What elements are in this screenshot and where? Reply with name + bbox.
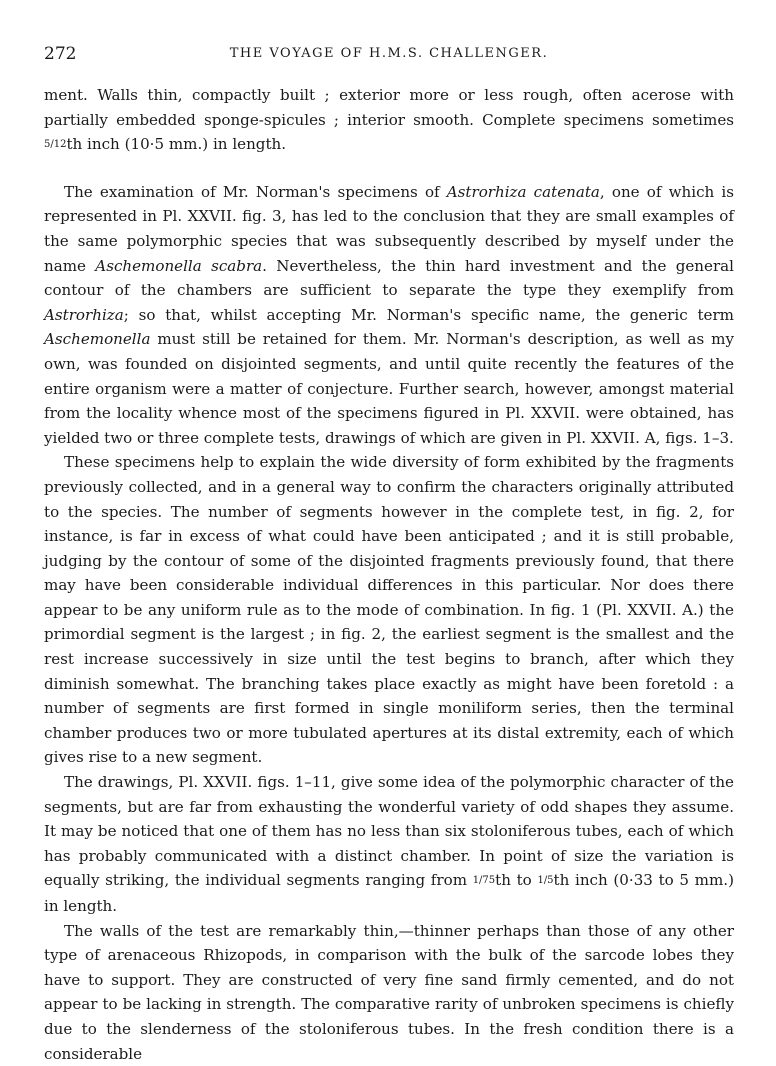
text-run: ment. Walls thin, compactly built ; exterior more or less rough, often acerose with partially embedded sponge-spicules ; interior smooth. Complete specimens sometimes (44, 86, 734, 129)
paragraph (44, 180, 734, 451)
page-header (44, 40, 734, 66)
paragraph (44, 919, 734, 1066)
text-run: ; so that, whilst accepting Mr. Norman's specific name, the generic term (123, 305, 734, 324)
italic-term: Astrorhiza (44, 305, 124, 324)
text-run: th inch (0·33 to 5 mm.) in length. (44, 871, 734, 915)
running-head: THE VOYAGE OF H.M.S. CHALLENGER. (229, 46, 549, 61)
fraction: 5/12 (44, 139, 67, 151)
page (44, 40, 734, 1066)
text-run: th inch (10·5 mm.) in length. (66, 135, 287, 154)
paragraph (44, 770, 734, 919)
italic-term: Aschemonella (44, 330, 151, 349)
text-run: The examination of Mr. Norman's specimens of (64, 182, 447, 201)
text-run: th to (495, 871, 538, 890)
paragraph (44, 83, 734, 158)
text-run: must still be retained for them. Mr. Norman's description, as well as my own, was founded on disjointed segments, and until quite recently the features of the entire organism were a matter of conjecture. Further search, however, amongst material from the locality whence most of the specimens figured in Pl. XXVII. were obtained, has yielded two or three complete tests, drawings of which are given in Pl. XXVII. A, figs. 1–3. (44, 330, 734, 447)
paragraph (44, 450, 734, 770)
text-run: The walls of the test are remarkably thin,—thinner perhaps than those of any other type of arenaceous Rhizopods, in comparison with the bulk of the sarcode lobes they have to support. They are constructed of very fine sand firmly cemented, and do not appear to be lacking in strength. The comparative rarity of unbroken specimens is chiefly due to the slenderness of the stoloniferous tubes. In the fresh condition there is a considerable (44, 921, 734, 1063)
text-run: . Nevertheless, the thin hard investment and the general contour of the chambers are sufficient to separate the type they exemplify from (44, 256, 734, 300)
fraction: 1/5 (537, 875, 554, 887)
fraction: 1/75 (472, 875, 496, 887)
italic-term: Astrorhiza catenata (446, 182, 600, 201)
text-run: These specimens help to explain the wide diversity of form exhibited by the fragments previously collected, and in a general way to confirm the characters originally attributed to the species. The number of segments however in the complete test, in fig. 2, for instance, is far in excess of what could have been anticipated ; and it is still probable, judging by the contour of some of the disjointed fragments previously found, that there may have been considerable individual differences in this particular. Nor does there appear to be any uniform rule as to the mode of combination. In fig. 1 (Pl. XXVII. A.) the primordial segment is the largest ; in fig. 2, the earliest segment is the smallest and the rest increase successively in size until the test begins to branch, after which they diminish somewhat. The branching takes place exactly as might have been foretold : a number of segments are first formed in single moniliform series, then the terminal chamber produces two or more tubulated apertures at its distal extremity, each of which gives rise to a new segment. (44, 453, 734, 767)
italic-term: Aschemonella scabra (95, 256, 263, 275)
text-run: The drawings, Pl. XXVII. figs. 1–11, give some idea of the polymorphic character of the segments, but are far from exhausting the wonderful variety of odd shapes they assume. It may be noticed that one of them has no less than six stoloniferous tubes, each of which has probably communicated with a distinct chamber. In point of size the variation is equally striking, the individual segments ranging from (44, 773, 734, 890)
text-run: , one of which is represented in Pl. XXVII. fig. 3, has led to the conclusion that they are small examples of the same polymorphic species that was subsequently described by myself under the name (44, 182, 734, 275)
page-number: 272 (44, 44, 77, 64)
